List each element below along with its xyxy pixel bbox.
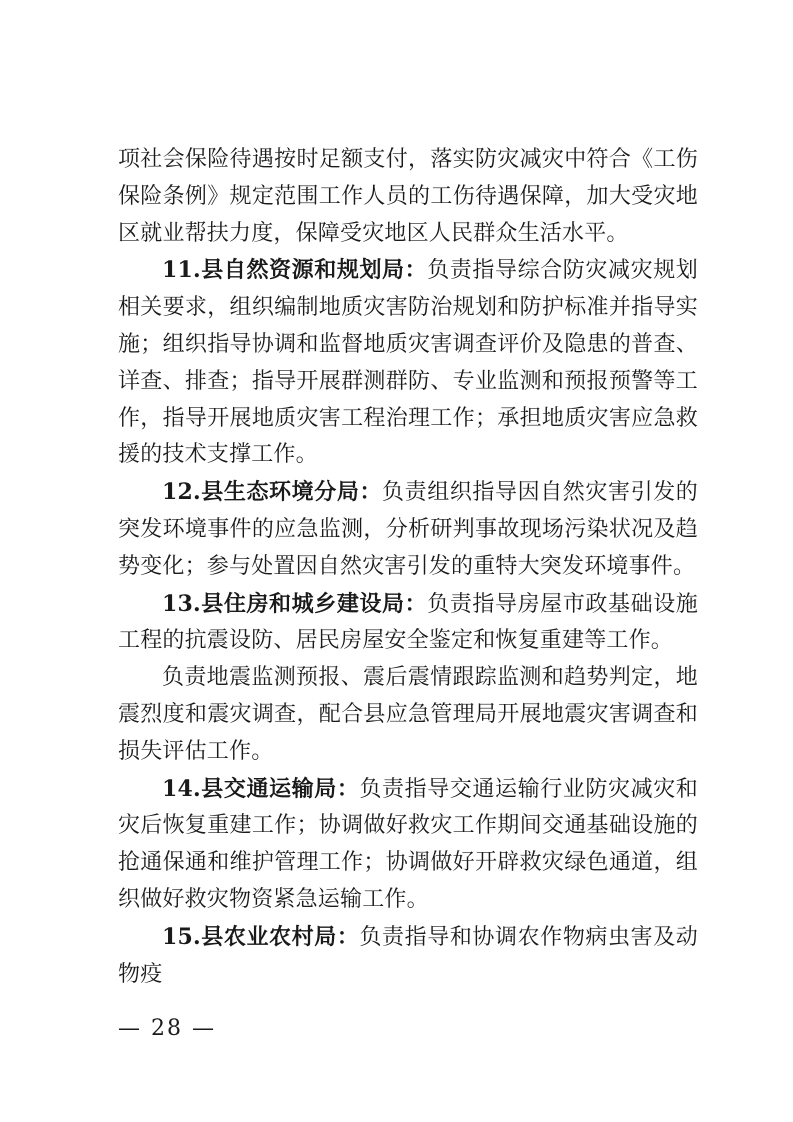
paragraph-heading: 15.县农业农村局：	[162, 923, 360, 950]
paragraph-item-14	[118, 771, 698, 919]
paragraph-text: 负责指导和协调农作物病虫害及动物疫	[118, 924, 698, 987]
paragraph-text: 负责指导房屋市政基础设施工程的抗震设防、居民房屋安全鉴定和恢复重建等工作。	[118, 591, 698, 654]
paragraph-item-15	[118, 919, 698, 994]
paragraph-item-13-cont	[118, 660, 698, 770]
paragraph-item-11	[118, 252, 698, 474]
paragraph-continuation	[118, 142, 698, 252]
page-number: — 28 —	[118, 1016, 216, 1041]
paragraph-item-12	[118, 474, 698, 585]
paragraph-text: 负责组织指导因自然灾害引发的突发环境事件的应急监测，分析研判事故现场污染状况及趋势变化；参与处置因自然灾害引发的重特大突发环境事件。	[118, 480, 698, 579]
paragraph-item-13	[118, 586, 698, 661]
paragraph-heading: 13.县住房和城乡建设局：	[162, 590, 428, 617]
paragraph-text: 项社会保险待遇按时足额支付，落实防灾减灾中符合《工伤保险条例》规定范围工作人员的工伤待遇保障，加大受灾地区就业帮扶力度，保障受灾地区人民群众生活水平。	[118, 147, 698, 246]
paragraph-heading: 14.县交通运输局：	[162, 775, 360, 802]
paragraph-text: 负责指导交通运输行业防灾减灾和灾后恢复重建工作；协调做好救灾工作期间交通基础设施的抢通保通和维护管理工作；协调做好开辟救灾绿色通道，组织做好救灾物资紧急运输工作。	[118, 776, 698, 912]
paragraph-heading: 11.县自然资源和规划局：	[162, 257, 428, 284]
paragraph-heading: 12.县生态环境分局：	[162, 479, 383, 506]
body-text	[118, 142, 698, 993]
paragraph-text: 负责地震监测预报、震后震情跟踪监测和趋势判定，地震烈度和震灾调查，配合县应急管理局开展地震灾害调查和损失评估工作。	[118, 665, 698, 764]
paragraph-text: 负责指导综合防灾减灾规划相关要求，组织编制地质灾害防治规划和防护标准并指导实施；组织指导协调和监督地质灾害调查评价及隐患的普查、详查、排查；指导开展群测群防、专业监测和预报预警等工作，指导开展地质灾害工程治理工作；承担地质灾害应急救援的技术支撑工作。	[118, 258, 698, 468]
